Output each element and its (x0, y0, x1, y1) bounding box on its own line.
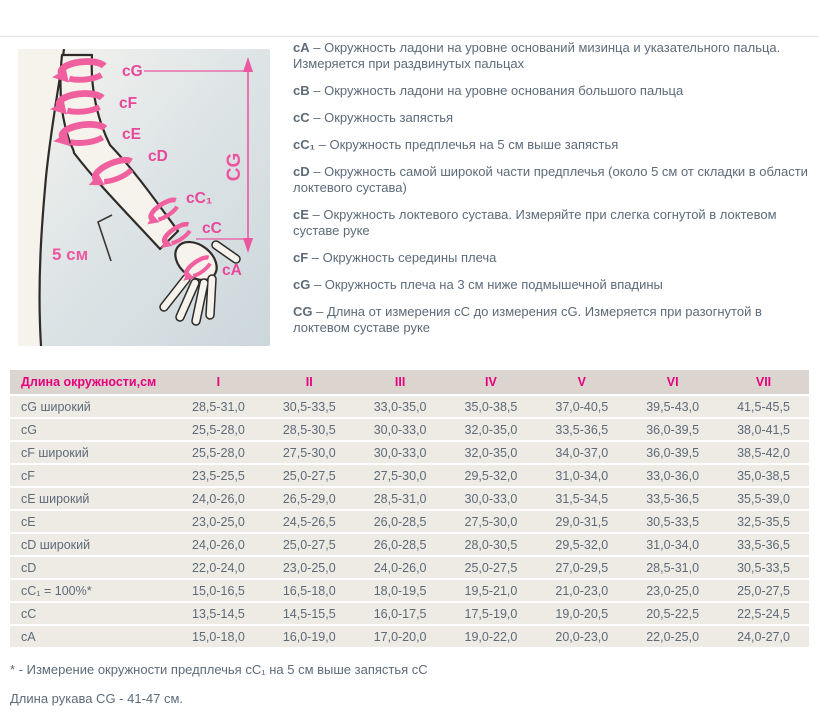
range-cell: 25,0-27,5 (264, 534, 355, 555)
row-label: cF (10, 465, 173, 486)
range-cell: 20,5-22,5 (627, 603, 718, 624)
range-cell: 36,0-39,5 (627, 419, 718, 440)
size-table-body (10, 396, 809, 647)
table-row (10, 396, 809, 417)
row-label: cG широкий (10, 396, 173, 417)
row-label: cC₁ = 100%* (10, 580, 173, 601)
range-cell: 24,0-26,0 (173, 488, 264, 509)
range-cell: 25,0-27,5 (446, 557, 537, 578)
range-cell: 25,5-28,0 (173, 419, 264, 440)
range-cell: 37,0-40,5 (536, 396, 627, 417)
range-cell: 41,5-45,5 (718, 396, 809, 417)
table-row (10, 557, 809, 578)
range-cell: 22,0-24,0 (173, 557, 264, 578)
range-cell: 15,0-18,0 (173, 626, 264, 647)
measurement-description: CG – Длина от измерения cC до измерения cG. Измеряется при разогнутой в локтевом суставе руке (293, 304, 762, 335)
row-label: cD широкий (10, 534, 173, 555)
range-cell: 33,5-36,5 (536, 419, 627, 440)
range-cell: 30,5-33,5 (627, 511, 718, 532)
size-table (10, 368, 809, 649)
range-cell: 26,0-28,5 (355, 511, 446, 532)
range-cell: 33,5-36,5 (718, 534, 809, 555)
range-cell: 17,0-20,0 (355, 626, 446, 647)
range-cell: 32,5-35,5 (718, 511, 809, 532)
range-cell: 26,0-28,5 (355, 534, 446, 555)
diagram-label: cC (202, 220, 222, 237)
range-cell: 20,0-23,0 (536, 626, 627, 647)
range-cell: 22,5-24,5 (718, 603, 809, 624)
measurement-description: cD – Окружность самой широкой части предплечья (около 5 см от складки в области локтевого сустава) (293, 164, 808, 195)
dimension-label: CG (224, 152, 245, 182)
diagram-label: cE (122, 126, 141, 143)
measurement-term: cC (293, 110, 310, 125)
range-cell: 27,5-30,0 (446, 511, 537, 532)
range-cell: 13,5-14,5 (173, 603, 264, 624)
diagram-label: cD (148, 148, 168, 165)
table-row (10, 580, 809, 601)
range-cell: 30,0-33,0 (355, 419, 446, 440)
measurement-term: cA (293, 40, 310, 55)
range-cell: 27,5-30,0 (355, 465, 446, 486)
table-row (10, 534, 809, 555)
footnote-asterisk: * - Измерение окружности предплечья cC₁ на 5 см выше запястья cC (10, 662, 428, 677)
range-cell: 35,0-38,5 (718, 465, 809, 486)
range-cell: 29,0-31,5 (536, 511, 627, 532)
measurement-description: cC – Окружность запястья (293, 110, 454, 125)
measurement-description: cB – Окружность ладони на уровне основания большого пальца (293, 83, 684, 98)
range-cell: 28,5-31,0 (355, 488, 446, 509)
range-cell: 22,0-25,0 (627, 626, 718, 647)
size-column-header: V (536, 370, 627, 394)
range-cell: 19,0-22,0 (446, 626, 537, 647)
range-cell: 38,5-42,0 (718, 442, 809, 463)
range-cell: 15,0-16,5 (173, 580, 264, 601)
range-cell: 32,0-35,0 (446, 442, 537, 463)
size-column-header: II (264, 370, 355, 394)
range-cell: 25,0-27,5 (264, 465, 355, 486)
measurement-term: cD (293, 164, 310, 179)
range-cell: 33,0-35,0 (355, 396, 446, 417)
size-column-header: VI (627, 370, 718, 394)
range-cell: 23,0-25,0 (627, 580, 718, 601)
range-cell: 31,0-34,0 (627, 534, 718, 555)
range-cell: 36,0-39,5 (627, 442, 718, 463)
range-cell: 23,0-25,0 (173, 511, 264, 532)
range-cell: 16,0-17,5 (355, 603, 446, 624)
measurement-term: cB (293, 83, 310, 98)
range-cell: 35,5-39,0 (718, 488, 809, 509)
table-row (10, 465, 809, 486)
range-cell: 19,5-21,0 (446, 580, 537, 601)
range-cell: 29,5-32,0 (536, 534, 627, 555)
row-label: cD (10, 557, 173, 578)
range-cell: 30,5-33,5 (718, 557, 809, 578)
range-cell: 34,0-37,0 (536, 442, 627, 463)
size-column-header: I (173, 370, 264, 394)
table-row (10, 626, 809, 647)
range-cell: 27,0-29,5 (536, 557, 627, 578)
row-label: cF широкий (10, 442, 173, 463)
range-cell: 24,0-27,0 (718, 626, 809, 647)
range-cell: 28,5-31,0 (627, 557, 718, 578)
diagram-label: cF (119, 95, 138, 112)
row-label: cE широкий (10, 488, 173, 509)
measurement-description: cC₁ – Окружность предплечья на 5 см выше запястья (293, 137, 619, 152)
range-cell: 39,5-43,0 (627, 396, 718, 417)
range-cell: 23,5-25,5 (173, 465, 264, 486)
range-cell: 28,5-30,5 (264, 419, 355, 440)
range-cell: 28,5-31,0 (173, 396, 264, 417)
measurement-descriptions (293, 40, 809, 347)
diagram-label: cC₁ (186, 190, 213, 207)
measurement-description: cF – Окружность середины плеча (293, 250, 497, 265)
range-cell: 24,5-26,5 (264, 511, 355, 532)
table-row (10, 603, 809, 624)
row-label: cG (10, 419, 173, 440)
range-cell: 27,5-30,0 (264, 442, 355, 463)
measurement-description: cA – Окружность ладони на уровне оснований мизинца и указательного пальца. Измеряется при раздвинутых пальцах (293, 40, 781, 71)
measurement-description: cE – Окружность локтевого сустава. Измеряйте при слегка согнутой в локтевом суставе руке (293, 207, 777, 238)
range-cell: 33,0-36,0 (627, 465, 718, 486)
table-corner-header: Длина окружности,см (10, 370, 173, 394)
range-cell: 16,5-18,0 (264, 580, 355, 601)
range-cell: 31,5-34,5 (536, 488, 627, 509)
table-row (10, 419, 809, 440)
footnote-sleeve-length: Длина рукава CG - 41-47 см. (10, 691, 184, 706)
measurement-term: cG (293, 277, 311, 292)
size-column-header: VII (718, 370, 809, 394)
measurement-term: cE (293, 207, 309, 222)
range-cell: 31,0-34,0 (536, 465, 627, 486)
measurement-term: cC₁ (293, 137, 315, 152)
range-cell: 38,0-41,5 (718, 419, 809, 440)
range-cell: 35,0-38,5 (446, 396, 537, 417)
measurement-term: CG (293, 304, 313, 319)
range-cell: 30,5-33,5 (264, 396, 355, 417)
range-cell: 30,0-33,0 (355, 442, 446, 463)
arm-diagram-illustration (18, 49, 270, 346)
range-cell: 18,0-19,5 (355, 580, 446, 601)
measurement-diagram (18, 49, 270, 346)
range-cell: 19,0-20,5 (536, 603, 627, 624)
diagram-label: cG (122, 63, 143, 80)
range-cell: 25,5-28,0 (173, 442, 264, 463)
range-cell: 30,0-33,0 (446, 488, 537, 509)
footnotes (10, 662, 428, 720)
range-cell: 33,5-36,5 (627, 488, 718, 509)
row-label: cC (10, 603, 173, 624)
range-cell: 26,5-29,0 (264, 488, 355, 509)
range-cell: 29,5-32,0 (446, 465, 537, 486)
note-5cm-label: 5 см (52, 245, 89, 264)
table-row (10, 488, 809, 509)
range-cell: 17,5-19,0 (446, 603, 537, 624)
range-cell: 24,0-26,0 (173, 534, 264, 555)
range-cell: 16,0-19,0 (264, 626, 355, 647)
range-cell: 28,0-30,5 (446, 534, 537, 555)
measurement-term: cF (293, 250, 309, 265)
range-cell: 23,0-25,0 (264, 557, 355, 578)
range-cell: 14,5-15,5 (264, 603, 355, 624)
range-cell: 24,0-26,0 (355, 557, 446, 578)
top-divider (0, 36, 819, 37)
row-label: cA (10, 626, 173, 647)
measurement-description: cG – Окружность плеча на 3 см ниже подмышечной впадины (293, 277, 663, 292)
table-row (10, 442, 809, 463)
table-header-row (10, 370, 809, 394)
diagram-label: cA (222, 262, 242, 279)
size-column-header: IV (446, 370, 537, 394)
table-row (10, 511, 809, 532)
range-cell: 32,0-35,0 (446, 419, 537, 440)
row-label: cE (10, 511, 173, 532)
size-column-header: III (355, 370, 446, 394)
range-cell: 25,0-27,5 (718, 580, 809, 601)
range-cell: 21,0-23,0 (536, 580, 627, 601)
